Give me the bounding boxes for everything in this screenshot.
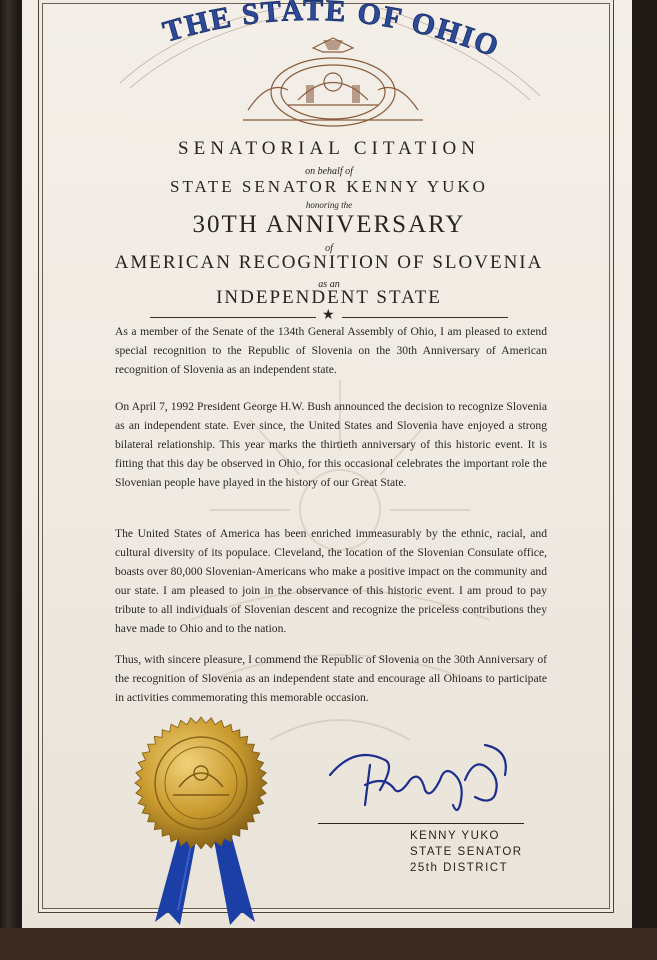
- star-icon: ★: [322, 308, 335, 323]
- state-seal-text: THE STATE OF OHIO: [159, 0, 505, 65]
- divider-right: [342, 317, 508, 318]
- recognition-heading: AMERICAN RECOGNITION OF SLOVENIA: [114, 252, 544, 273]
- signature-block: [410, 828, 523, 876]
- senator-name-heading: STATE SENATOR KENNY YUKO: [170, 177, 488, 196]
- on-behalf-of-text: on behalf of: [305, 166, 353, 177]
- honoring-text: honoring the: [305, 200, 353, 210]
- anniversary-heading: 30TH ANNIVERSARY: [192, 211, 466, 238]
- divider-left: [150, 317, 316, 318]
- independent-state-heading: INDEPENDENT STATE: [216, 287, 442, 308]
- signer-role: STATE SENATOR: [410, 846, 523, 858]
- signer-district: 25th DISTRICT: [410, 862, 509, 874]
- handwritten-signature-icon: [325, 735, 515, 825]
- body-paragraph-4: Thus, with sincere pleasure, I commend the Republic of Slovenia on the 30th Anniversary of the recognition of Slovenia as an independent state and encourage all Ohioans to participate in activities commemorating this memorable occasion.: [115, 653, 547, 704]
- frame-bottom-edge: [0, 928, 657, 960]
- body-paragraph-1: As a member of the Senate of the 134th General Assembly of Ohio, I am pleased to extend special recognition to the Republic of Slovenia on the 30th Anniversary of American recognition of Slovenia as an independent state.: [115, 325, 547, 376]
- signer-name: KENNY YUKO: [410, 830, 500, 842]
- body-paragraph-2: On April 7, 1992 President George H.W. Bush announced the decision to recognize Slovenia as an independent state. Ever since, the United States and Slovenia have enjoyed a strong bilateral relationship. This year marks the thirtieth anniversary of this historic event. It is fitting that this day be observed in Ohio, for this occasional celebrates the important role the Slovenian people have played in the history of our Great State.: [115, 400, 547, 489]
- body-paragraph-3: The United States of America has been enriched immeasurably by the ethnic, racial, and cultural diversity of its populace. Cleveland, the location of the Slovenian Consulate office, boasts over 80,000 Slovenian-Americans who make a positive impact on the community and our state. I am pleased to join in the observance of this historic event. I am proud to pay tribute to all individuals of Slovenian descent and recognize the priceless contributions they have made to Ohio and to the nation.: [115, 527, 547, 635]
- of-text: of: [325, 243, 333, 254]
- signature-line: [318, 823, 524, 824]
- citation-title: SENATORIAL CITATION: [178, 138, 480, 159]
- gold-seal-icon: [133, 715, 269, 851]
- as-an-text: as an: [318, 279, 340, 290]
- ohio-seal-engraving-icon: [228, 30, 438, 130]
